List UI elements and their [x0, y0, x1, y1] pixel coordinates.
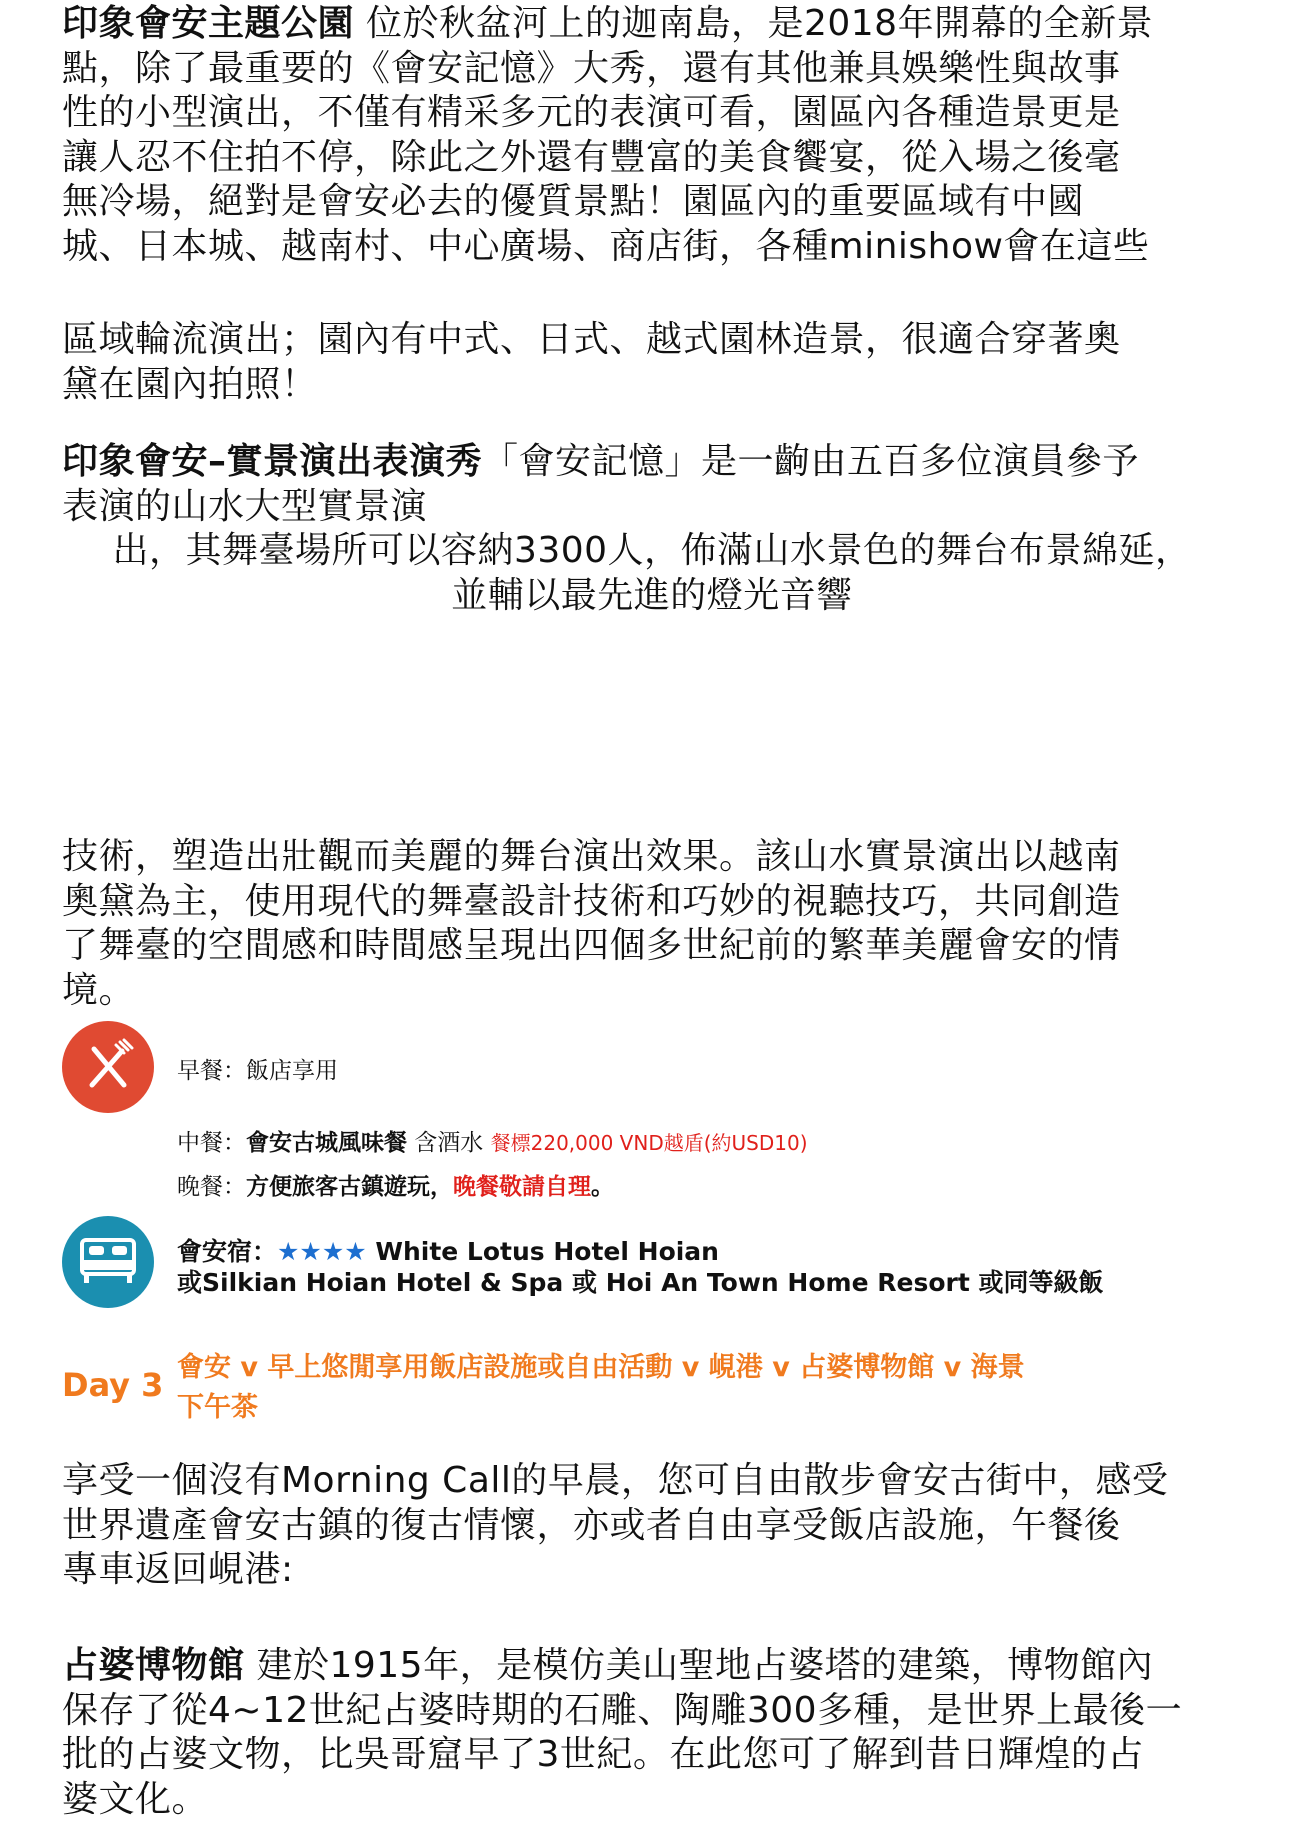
lunch-label: 中餐：	[177, 1130, 246, 1156]
breakfast-label: 早餐：	[177, 1058, 246, 1084]
morning-line: 享受一個沒有Morning Call的早晨，您可自由散步會安古街中，感受	[62, 1460, 1169, 1501]
museum-line: 保存了從4~12世紀占婆時期的石雕、陶雕300多種，是世界上最後一	[62, 1689, 1183, 1731]
show-line-2: 表演的山水大型實景演	[62, 485, 428, 527]
show-cont-line: 奧黛為主，使用現代的舞臺設計技術和巧妙的視聽技巧，共同創造	[62, 880, 1121, 922]
show-line-1: 「會安記憶」是一齣由五百多位演員參予	[482, 441, 1140, 482]
day-label: Day 3	[62, 1366, 164, 1404]
show-cont-line: 技術，塑造出壯觀而美麗的舞台演出效果。該山水實景演出以越南	[62, 836, 1121, 877]
lunch-price: 餐標220,000 VND越盾(約USD10)	[490, 1131, 808, 1155]
hotel-name: White Lotus Hotel Hoian	[366, 1237, 719, 1266]
utensils-icon	[62, 1021, 154, 1113]
day-route	[177, 1348, 1025, 1428]
morning-line: 專車返回峴港:	[62, 1549, 294, 1590]
intro-paragraph	[62, 2, 1153, 269]
intro-line-1: 位於秋盆河上的迦南島，是2018年開幕的全新景	[354, 3, 1154, 44]
breakfast-value: 飯店享用	[246, 1058, 338, 1084]
hotel-label: 會安宿：	[177, 1237, 278, 1266]
show-title: 印象會安–實景演出表演秀	[62, 441, 483, 482]
museum-paragraph	[62, 1644, 1182, 1822]
dinner-label: 晚餐：	[177, 1174, 246, 1200]
intro-paragraph-cont	[62, 318, 1121, 407]
museum-line-1: 建於1915年，是模仿美山聖地占婆塔的建築，博物館內	[244, 1645, 1154, 1686]
lunch-extra: 含酒水	[407, 1130, 491, 1156]
show-cont-line: 了舞臺的空間感和時間感呈現出四個多世紀前的繁華美麗會安的情	[62, 925, 1121, 966]
breakfast-line	[177, 1052, 338, 1085]
show-first-line	[62, 440, 1242, 485]
intro-line: 讓人忍不住拍不停，除此之外還有豐富的美食饗宴，從入場之後毫	[62, 136, 1121, 178]
museum-line: 婆文化。	[62, 1778, 209, 1820]
show-line-3: 出，其舞臺場所可以容納3300人，佈滿山水景色的舞台布景綿延，	[112, 530, 1192, 571]
museum-title: 占婆博物館	[62, 1645, 245, 1686]
lunch-value: 會安古城風味餐	[246, 1130, 407, 1156]
intro-line: 點，除了最重要的《會安記憶》大秀，還有其他兼具娛樂性與故事	[62, 47, 1121, 89]
dinner-red: 晚餐敬請自理	[453, 1174, 591, 1200]
intro-first-line	[62, 2, 1153, 47]
intro-title: 印象會安主題公園	[62, 3, 355, 44]
star-rating-icon: ★★★★	[277, 1237, 367, 1266]
show-line-4: 並輔以最先進的燈光音響	[451, 574, 853, 616]
dinner-value: 方便旅客古鎮遊玩，	[246, 1174, 453, 1200]
morning-paragraph	[62, 1459, 1168, 1593]
show-paragraph	[62, 440, 1242, 618]
lunch-line	[177, 1124, 808, 1157]
day-route-line-1: 會安 v 早上悠閒享用飯店設施或自由活動 v 峴港 v 占婆博物館 v 海景	[177, 1352, 1025, 1383]
show-continuation	[62, 835, 1121, 1013]
museum-first-line	[62, 1644, 1182, 1689]
museum-line: 批的占婆文物，比吳哥窟早了3世紀。在此您可了解到昔日輝煌的占	[62, 1734, 1144, 1775]
intro-line: 性的小型演出，不僅有精采多元的表演可看，園區內各種造景更是	[62, 92, 1121, 133]
dinner-line	[177, 1168, 614, 1201]
intro-line: 城、日本城、越南村、中心廣場、商店街，各種minishow會在這些	[62, 225, 1150, 267]
show-cont-line: 境。	[62, 969, 136, 1011]
intro-line: 無冷場，絕對是會安必去的優質景點！園區內的重要區域有中國	[62, 181, 1085, 222]
day-route-line-2: 下午茶	[177, 1392, 258, 1423]
dinner-end: 。	[591, 1174, 614, 1200]
morning-line: 世界遺產會安古鎮的復古情懷，亦或者自由享受飯店設施，午餐後	[62, 1504, 1121, 1546]
hotel-line-2: 或Silkian Hoian Hotel & Spa 或 Hoi An Town Home Resort 或同等級飯	[177, 1268, 1104, 1297]
bed-icon	[62, 1216, 154, 1308]
intro-line: 黛在園內拍照！	[62, 363, 318, 405]
intro-line: 區域輪流演出；園內有中式、日式、越式園林造景，很適合穿著奧	[62, 319, 1121, 360]
